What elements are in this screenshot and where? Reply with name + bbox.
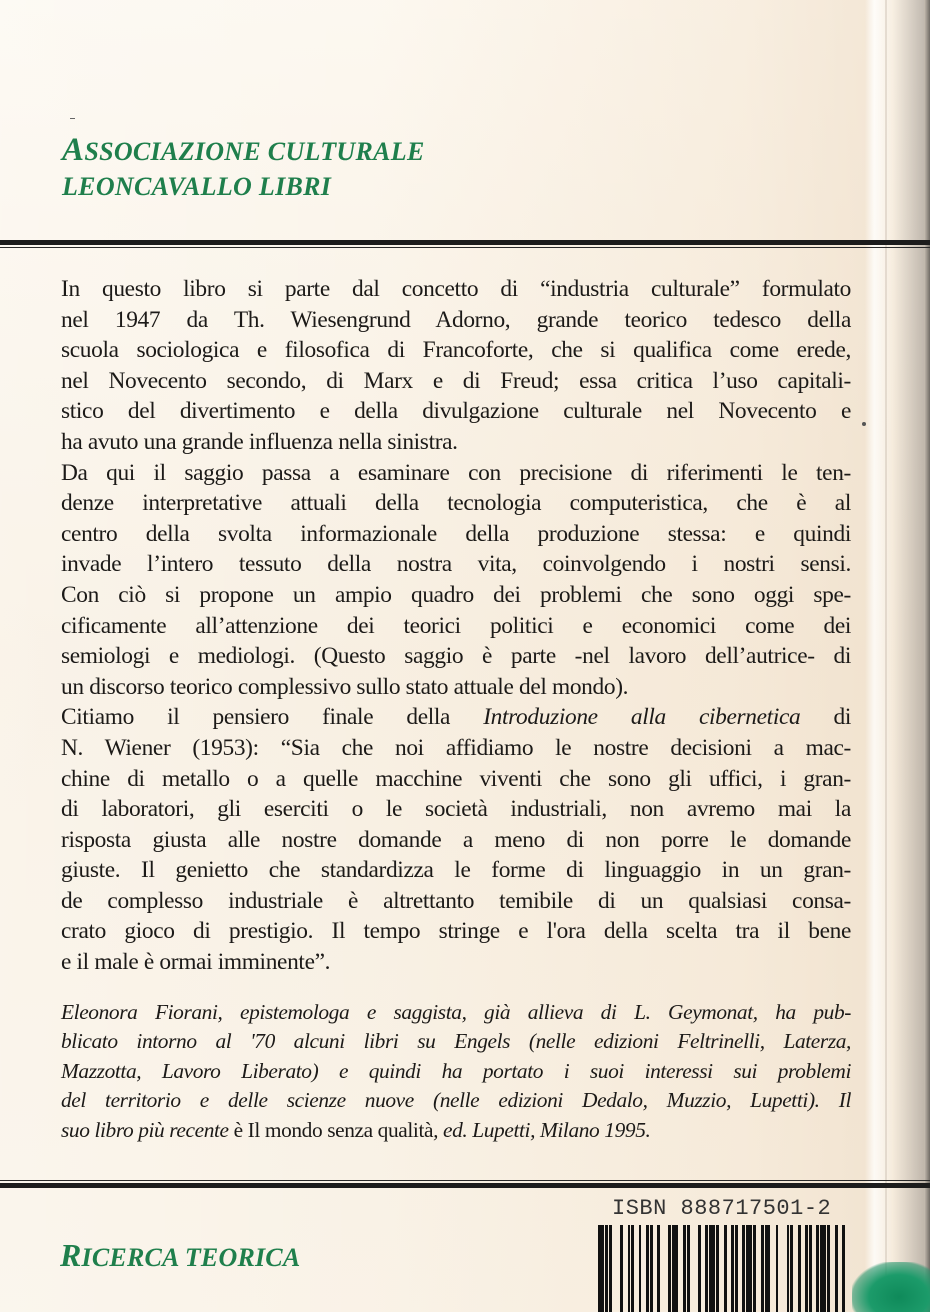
blurb-line: stico del divertimento e della divulgazione culturale nel Novecento e [61,398,851,425]
isbn-number: ISBN 888717501-2 [612,1196,832,1221]
bio-line: suo libro più recente è Il mondo senza qualità, ed. Lupetti, Milano 1995. [61,1117,651,1142]
quote-intro-line: Citiamo il pensiero finale della Introduzione alla cibernetica di [61,704,851,731]
blurb-line: In questo libro si parte dal concetto di “industria culturale” formulato [61,276,851,302]
blurb-line: ha avuto una grande influenza nella sinistra. [61,428,458,455]
blurb-line: semiologi e mediologi. (Questo saggio è parte -nel lavoro dell’autrice- di [61,643,851,670]
barcode-bar [716,1225,719,1312]
barcode-bar [787,1225,790,1312]
barcode-bar [598,1225,604,1312]
barcode-bar [731,1225,734,1312]
barcode-bar [776,1225,779,1312]
bio-line: Eleonora Fiorani, epistemologa e saggista, già allieva di L. Geymonat, ha pub- [61,1000,851,1024]
barcode-bar [746,1225,752,1312]
print-mark [70,118,75,119]
barcode-bar [835,1225,838,1312]
cover-illustration-fragment [852,1262,930,1312]
spine-fold-line [885,0,887,1312]
blurb-line: risposta giusta alle nostre domande a meno di non porre le domande [61,826,851,853]
top-double-rule [0,240,930,248]
barcode-bar [609,1225,612,1312]
book-title-reference: Introduzione alla cibernetica [483,704,801,731]
blurb-line: nel Novecento secondo, di Marx e di Freud; essa critica l’uso capitali- [61,367,851,394]
barcode-bar [646,1225,649,1312]
barcode-bar [631,1225,634,1312]
barcode-bar [683,1225,686,1312]
blurb-line: cificamente all’attenzione dei teorici politici e economici come dei [61,612,851,639]
blurb-line: denze interpretative attuali della tecnologia computeristica, che è al [61,490,851,517]
barcode-bar [698,1225,701,1312]
barcode-bar [639,1225,642,1312]
bio-line: del territorio e delle scienze nuove (nelle edizioni Dedalo, Muzzio, Lupetti). Il [61,1088,851,1113]
blurb-line: chine di metallo o a quelle macchine viventi che sono gli uffici, i gran- [61,765,851,792]
barcode-bar [676,1225,679,1312]
barcode-bar [827,1225,830,1312]
barcode-bar [735,1225,738,1312]
series-title: RICERCA TEORICA [60,1237,301,1273]
barcode-bar [705,1225,708,1312]
barcode-bar [668,1225,671,1312]
book-spine-edge [924,0,930,1312]
blurb-line: e il male è ormai imminente”. [61,949,331,976]
blurb-text [61,274,851,978]
blurb-line: un discorso teorico complessivo sullo stato attuale del mondo). [61,673,629,700]
barcode-bar [842,1225,845,1312]
barcode-bar [753,1225,756,1312]
blurb-line: N. Wiener (1953): “Sia che noi affidiamo le nostre decisioni a mac- [61,734,851,761]
barcode-bar [687,1225,690,1312]
blurb-line: di laboratori, gli eserciti o le società industriali, non avremo mai la [61,796,851,823]
blurb-line: nel 1947 da Th. Wiesengrund Adorno, grande teorico tedesco della [61,306,851,333]
blurb-line: de complesso industriale è altrettanto temibile di un qualsiasi consa- [61,887,851,914]
barcode-bar [816,1225,819,1312]
blurb-line: giuste. Il genietto che standardizza le forme di linguaggio in un gran- [61,857,851,884]
blurb-line: Con ciò si propone un ampio quadro dei problemi che sono oggi spe- [61,581,851,608]
blurb-line: crato gioco di prestigio. Il tempo stringe e l'ora della scelta tra il bene [61,918,851,945]
barcode-bar [620,1225,623,1312]
barcode [598,1225,858,1312]
bio-line: Mazzotta, Lavoro Liberato) e quindi ha portato i suoi interessi sui problemi [61,1058,851,1083]
blurb-line: Da qui il saggio passa a esaminare con precisione di riferimenti le ten- [61,459,851,486]
barcode-bar [724,1225,727,1312]
barcode-bar [790,1225,793,1312]
publisher-name [62,133,425,204]
barcode-bar [628,1225,631,1312]
book-title-upright: è Il mondo senza qualità [233,1117,434,1142]
blurb-line: centro della svolta informazionale della produzione stessa: e quindi [61,520,851,547]
barcode-bar [605,1225,608,1312]
barcode-bar [742,1225,745,1312]
publisher-line-1: ASSOCIAZIONE CULTURALE [62,132,425,168]
barcode-bar [709,1225,715,1312]
barcode-bar [805,1225,808,1312]
barcode-bar [798,1225,801,1312]
blurb-line: scuola sociologica e filosofica di Francoforte, che si qualifica come erede, [61,337,851,364]
blurb-line: invade l’intero tessuto della nostra vita, coinvolgendo i nostri sensi. [61,551,851,578]
bottom-double-rule [0,1180,930,1188]
barcode-bar [820,1225,826,1312]
barcode-bar [650,1225,653,1312]
barcode-bar [657,1225,660,1312]
publisher-line-2: LEONCAVALLO LIBRI [62,172,332,201]
author-bio [61,998,851,1145]
barcode-bar [761,1225,764,1312]
print-speck [862,422,866,426]
bio-line: blicato intorno al '70 alcuni libri su Engels (nelle edizioni Feltrinelli, Laterza, [61,1029,851,1054]
barcode-bar [809,1225,812,1312]
barcode-bar [765,1225,771,1312]
